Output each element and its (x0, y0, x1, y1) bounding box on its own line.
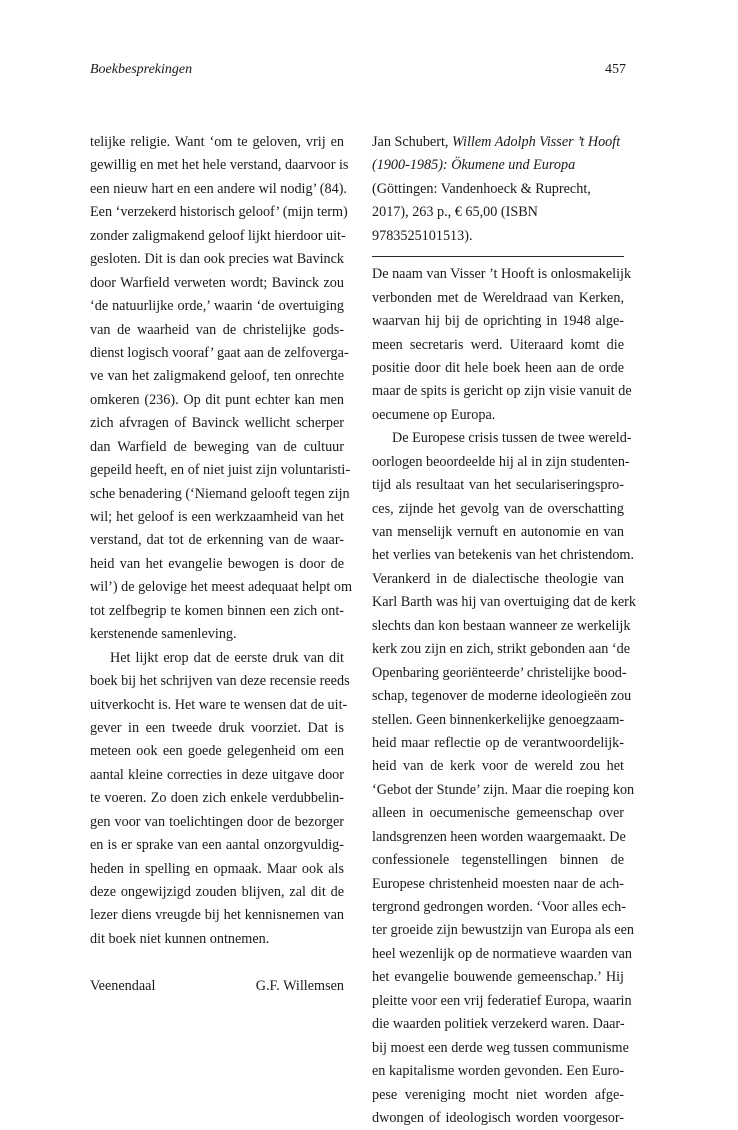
citation-line-1 (372, 131, 624, 154)
text-line: boek bij het schrijven van deze recensie reeds (90, 673, 350, 690)
book-citation (372, 131, 624, 248)
right-paragraph-2 (372, 427, 636, 1130)
text-line: Europese christenheid moesten naar de ach- (372, 875, 624, 892)
text-line: Karl Barth was hij van overtuiging dat de kerk (372, 594, 636, 611)
text-line: heid maar reflectie op de verantwoordelijk- (372, 734, 624, 751)
text-line: het evangelie bouwende gemeenschap.’ Hij (372, 969, 624, 986)
text-line: en kapitalisme worden gevonden. Een Euro- (372, 1063, 625, 1080)
text-line: verbonden met de Wereldraad van Kerken, (372, 289, 624, 306)
text-line: tijd als resultaat van het seculariseringspro- (372, 477, 624, 494)
text-line: door Warfield verweten wordt; Bavinck zou (90, 274, 344, 291)
citation-pages-price: 2017), 263 p., € 65,00 (ISBN (372, 204, 538, 221)
text-line: gen voor van toelichtingen door de bezorger (90, 813, 344, 830)
text-line: dienst logisch vooraf’ gaat aan de zelfoverga- (90, 344, 349, 361)
citation-publisher: (Göttingen: Vandenhoeck & Ruprecht, (372, 180, 591, 197)
text-line: dan Warfield de beweging van de cultuur (90, 438, 344, 455)
text-line: ces, zijnde het gevolg van de overschatting (372, 500, 624, 517)
left-paragraph-1 (90, 131, 352, 647)
text-line: dit boek niet kunnen ontnemen. (90, 930, 270, 947)
text-line: te voeren. Zo doen zich enkele verdubbelin- (90, 790, 344, 807)
text-line: schap, tegenover de moderne ideologieën zou (372, 688, 632, 705)
text-line: Verankerd in de dialectische theologie van (372, 570, 624, 587)
text-line: slechts dan kon bestaan wanneer ze werkelijk (372, 617, 631, 634)
text-line: positie door dit hele boek heen aan de orde (372, 359, 624, 376)
text-line: meteen ook een goede gelegenheid om een (90, 743, 344, 760)
signature-place: Veenendaal (90, 977, 156, 994)
citation-author: Jan Schubert, (372, 134, 449, 150)
text-line: van de waarheid van de christelijke gods- (90, 321, 344, 338)
text-line: ‘de natuurlijke orde,’ waarin ‘de overtuiging (90, 298, 344, 315)
citation-divider (372, 256, 624, 257)
text-line: De Europese crisis tussen de twee wereld- (392, 430, 632, 447)
text-line: gesloten. Dit is dan ook precies wat Bavinck (90, 251, 344, 268)
text-line: kerk zou zijn en zich, strikt gebonden aan ‘de (372, 641, 631, 658)
text-line: heid van het evangelie bewogen is door de (90, 555, 344, 572)
text-line: dwongen of ideologisch worden voorgesor- (372, 1109, 624, 1126)
left-paragraph-2 (90, 647, 350, 952)
text-line: van menselijk vernuft en autonomie en van (372, 524, 624, 540)
left-column (90, 131, 352, 998)
citation-title: Willem Adolph Visser ’t Hooft (452, 134, 621, 150)
text-line: uitverkocht is. Het ware te wensen dat de uit- (90, 696, 348, 713)
text-line: tot zelfbegrip te komen binnen een zich ont- (90, 602, 344, 619)
text-line: oorlogen beoordeelde hij al in zijn studenten- (372, 453, 630, 470)
text-line: ve van het zaligmakend geloof, ten onrechte (90, 368, 344, 385)
text-line: meen secretaris werd. Uiteraard komt die (372, 336, 624, 353)
running-head (90, 62, 626, 84)
text-line: Openbaring georiënteerde’ christelijke bood- (372, 664, 627, 681)
signature-author: G.F. Willemsen (255, 977, 344, 994)
review-signature (90, 975, 344, 998)
running-title: Boekbesprekingen (90, 62, 193, 77)
text-line: een nieuw hart en een andere wil nodig’ (84). (90, 180, 347, 197)
text-line: heid van de kerk voor de wereld zou het (372, 758, 624, 775)
text-line: gepeild heeft, en of niet juist zijn voluntaristi- (90, 462, 351, 479)
text-line: ‘Gebot der Stunde’ zijn. Maar die roeping kon (372, 781, 635, 798)
text-line: aantal kleine correcties in deze uitgave door (90, 766, 344, 783)
text-line: deze ongewijzigd zouden blijven, zal dit de (90, 884, 344, 900)
text-line: heden in spelling en opmaak. Maar ook als (90, 860, 344, 877)
text-line: zonder zaligmakend geloof lijkt hierdoor uit- (90, 227, 346, 244)
text-line: ter groeide zijn bewustzijn van Europa als een (372, 922, 634, 939)
text-line: De naam van Visser ’t Hooft is onlosmakelijk (372, 266, 632, 283)
text-line: het verlies van betekenis van het christendom. (372, 547, 634, 564)
text-line: waarvan hij bij de oprichting in 1948 alge- (372, 313, 624, 330)
text-line: en is er sprake van een aantal onzorgvuldig- (90, 837, 344, 854)
text-line: kerstenende samenleving. (90, 626, 237, 643)
page-number: 457 (605, 62, 626, 77)
text-line: bij moest een derde weg tussen communisme (372, 1039, 629, 1056)
text-line: gewillig en met het hele verstand, daarvoor is (90, 157, 349, 174)
text-line: Het lijkt erop dat de eerste druk van dit (110, 649, 344, 666)
text-line: pese vereniging mocht niet worden afge- (372, 1086, 624, 1103)
text-line: tergrond gedrongen worden. ‘Voor alles ech- (372, 899, 626, 915)
right-paragraph-1 (372, 263, 632, 427)
text-line: confessionele tegenstellingen binnen de (372, 852, 624, 869)
text-line: wil; het geloof is een werkzaamheid van het (90, 509, 344, 525)
citation-title-continued: (1900-1985): Ökumene und Europa (372, 157, 576, 174)
citation-isbn: 9783525101513). (372, 227, 473, 244)
text-line: die waarden politiek verzekerd waren. Daar- (372, 1016, 625, 1033)
text-line: landsgrenzen heen worden waargemaakt. De (372, 828, 626, 845)
text-line: lezer diens vreugde bij het kennisnemen van (90, 907, 344, 924)
text-line: Een ‘verzekerd historisch geloof’ (mijn term) (90, 204, 348, 221)
text-line: heel wezenlijk op de normatieve waarden van (372, 945, 632, 962)
text-line: alleen in oecumenische gemeenschap over (372, 805, 624, 822)
text-line: oecumene op Europa. (372, 406, 496, 423)
text-line: sche benadering (‘Niemand gelooft tegen zijn (90, 485, 350, 502)
text-line: stellen. Geen binnenkerkelijke genoegzaam- (372, 711, 625, 728)
text-line: pleitte voor een vrij federatief Europa, waarin (372, 992, 632, 1009)
text-line: omkeren (236). Op dit punt echter kan men (90, 391, 344, 408)
text-line: wil’) de gelovige het meest adequaat helpt om (90, 579, 352, 596)
text-line: maar de spits is gericht op zijn visie vanuit de (372, 383, 632, 400)
text-line: verstand, dat tot de erkenning van de waar- (90, 532, 344, 549)
text-line: gever in een tweede druk voorziet. Dat is (90, 719, 344, 736)
text-line: zich afvragen of Bavinck wellicht scherper (90, 415, 344, 432)
text-line: telijke religie. Want ‘om te geloven, vrij en (90, 134, 344, 150)
right-column (372, 131, 636, 1130)
